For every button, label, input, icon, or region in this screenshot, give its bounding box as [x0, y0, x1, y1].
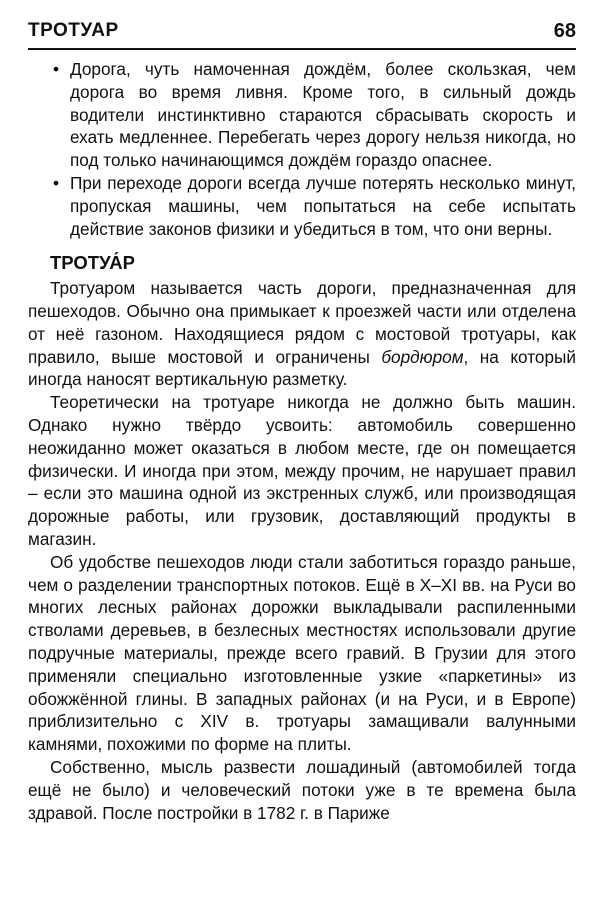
list-item	[28, 58, 576, 172]
paragraph-text: , на который иногда наносят вертикальную разметку.	[28, 346, 576, 390]
running-header	[28, 20, 576, 50]
bullet-icon: •	[53, 59, 60, 79]
list-item	[28, 172, 576, 240]
paragraph: Собственно, мысль развести лошадиный (автомобилей тогда ещё не было) и человеческий потоки уже в те времена была здравой. После постройки в 1782 г. в Париже	[28, 756, 576, 823]
list-item-text: При переходе дороги всегда лучше потерять несколько минут, пропуская машины, чем попытаться на себе испытать действие законов физики и убедиться в том, что они верны.	[70, 172, 576, 239]
list-item-text: Дорога, чуть намоченная дождём, более скользкая, чем дорога во время ливня. Кроме того, в сильный дождь водители инстинктивно стараются сбрасывать скорость и ехать медленнее. Перебегать через дорогу нельзя никогда, но под только начинающимся дождём гораздо опаснее.	[70, 59, 576, 171]
tips-list	[28, 58, 576, 240]
page-number: 68	[553, 20, 576, 42]
bullet-icon: •	[53, 172, 60, 193]
emphasized-term: бордюром	[381, 346, 464, 367]
paragraph: Теоретически на тротуаре никогда не должно быть машин. Однако нужно твёрдо усвоить: автомобиль совершенно неожиданно может оказаться в любом месте, где он помещается физически. И иногда при этом, между прочим, не нарушает правил – если это машина одной из экстренных служб, или производящая дорожные работы, или грузовик, доставляющий продукты в магазин.	[28, 392, 576, 549]
paragraph: Об удобстве пешеходов люди стали заботиться гораздо раньше, чем о разделении транспортных потоков. Ещё в X–XI вв. на Руси во многих лесных районах дорожки выкладывали распиленными стволами деревьев, в безлесных местностях использовали другие подручные материалы, прежде всего гравий. В Грузии для этого применяли специально изготовленные узкие «паркетины» из обожжённой глины. В западных районах (и на Руси, и в Европе) приблизительно с XIV в. тротуары замащивали валунными камнями, похожими по форме на плиты.	[28, 551, 576, 755]
running-title: ТРОТУАР	[28, 20, 119, 41]
paragraph-text: Тротуаром называется часть дороги, предназначенная для пешеходов. Обычно она примыкает к проезжей части или отделена от неё газоном. Находящиеся рядом с мостовой тротуары, как правило, выше мостовой и ограничены	[28, 278, 576, 367]
section-heading: ТРОТУА́Р	[50, 252, 135, 274]
paragraph	[28, 277, 576, 391]
page-content	[28, 58, 576, 824]
